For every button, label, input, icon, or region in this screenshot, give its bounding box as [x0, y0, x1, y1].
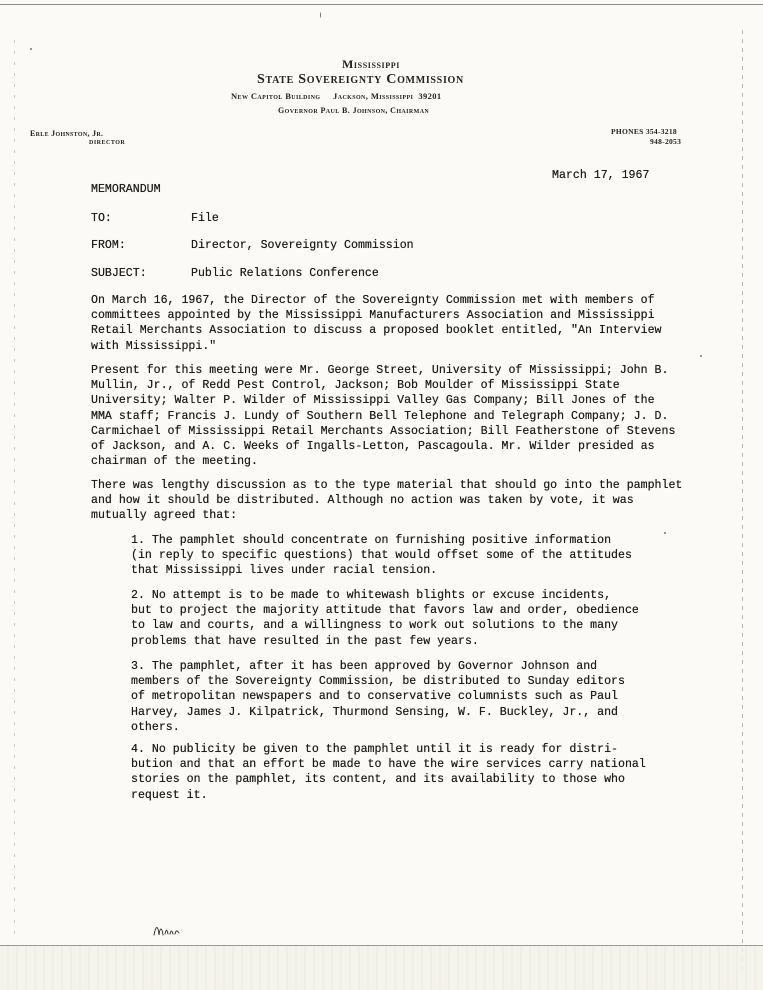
subject-label: SUBJECT: — [91, 267, 147, 280]
from-label: FROM: — [91, 239, 126, 252]
letterhead-director-title: DIRECTOR — [89, 140, 126, 146]
text-line: University; Walter P. Wilder of Mississippi Valley Gas Company; Bill Jones of the — [91, 394, 655, 408]
text-line: but to project the majority attitude that favors law and order, obedience — [131, 604, 639, 618]
text-line: 1. The pamphlet should concentrate on furnishing positive information — [131, 534, 612, 547]
text-line: members of the Sovereignty Commission, be distributed to Sunday editors — [131, 675, 625, 689]
text-line: mutually agreed that: — [91, 509, 238, 523]
text-line: request it. — [131, 788, 208, 802]
text-line: Carmichael of Mississippi Retail Merchants Association; Bill Featherstone of Stevens — [91, 424, 676, 438]
handwritten-initials — [152, 921, 184, 939]
paragraph-discussion — [91, 478, 682, 524]
text-line: On March 16, 1967, the Director of the Sovereignty Commission met with members of — [91, 294, 655, 307]
paragraph-attendees — [91, 363, 675, 469]
text-line: Present for this meeting were Mr. George Street, University of Mississippi; John B. — [91, 364, 669, 377]
text-line: of metropolitan newspapers and to conservative columnists such as Paul — [131, 690, 619, 704]
text-line: and how it should be distributed. Although no action was taken by vote, it was — [91, 494, 634, 508]
letterhead-director-name: Erle Johnston, Jr. — [30, 129, 104, 138]
text-line: Mullin, Jr., of Redd Pest Control, Jackson; Bob Moulder of Mississippi State — [91, 379, 620, 393]
text-line: to law and courts, and a willingness to work out solutions to the many — [131, 619, 619, 633]
text-line: chairman of the meeting. — [91, 455, 258, 469]
letterhead-governor: Governor Paul B. Johnson, Chairman — [278, 106, 430, 115]
text-line: of Jackson, and A. C. Weeks of Ingalls-Letton, Pascagoula. Mr. Wilder presided as — [91, 440, 655, 454]
scan-right-edge — [742, 30, 743, 970]
text-line: Retail Merchants Association to discuss a proposed booklet entitled, "An Interview — [91, 324, 662, 338]
text-line: (in reply to specific questions) that would offset some of the attitudes — [131, 549, 632, 563]
memo-title: MEMORANDUM — [91, 183, 161, 196]
scan-bottom-noise — [0, 946, 763, 990]
scan-speck — [320, 12, 321, 18]
text-line: There was lengthy discussion as to the type material that should go into the pamphlet — [91, 479, 683, 492]
agreement-item-3 — [131, 659, 625, 735]
scan-left-edge — [14, 40, 15, 940]
to-value: File — [191, 212, 219, 225]
text-line: Harvey, James J. Kilpatrick, Thurmond Sensing, W. F. Buckley, Jr., and — [131, 705, 619, 719]
scan-top-edge — [0, 4, 763, 5]
memo-date: March 17, 1967 — [552, 169, 650, 182]
letterhead-phone-2: 948-2053 — [650, 137, 682, 146]
text-line: bution and that an effort be made to have the wire services carry national — [131, 758, 646, 772]
scan-speck — [700, 355, 702, 357]
letterhead-phones: PHONES 354-3218 — [611, 127, 677, 136]
text-line: 3. The pamphlet, after it has been approved by Governor Johnson and — [131, 660, 598, 673]
text-line: MMA staff; Francis J. Lundy of Southern Bell Telephone and Telegraph Company; J. D. — [91, 409, 669, 423]
from-value: Director, Sovereignty Commission — [191, 239, 414, 252]
text-line: that Mississippi lives under racial tension. — [131, 564, 438, 578]
letterhead-state: Mississippi — [342, 57, 400, 71]
text-line: problems that have resulted in the past few years. — [131, 634, 479, 648]
agreement-item-2 — [131, 588, 639, 649]
text-line: committees appointed by the Mississippi Manufacturers Association and Mississippi — [91, 309, 655, 323]
scan-speck — [664, 532, 666, 534]
paragraph-meeting-intro — [91, 293, 662, 354]
letterhead-commission: State Sovereignty Commission — [257, 72, 464, 87]
agreement-item-1 — [131, 533, 632, 579]
text-line: others. — [131, 720, 180, 734]
text-line: with Mississippi." — [91, 339, 217, 353]
subject-value: Public Relations Conference — [191, 267, 379, 280]
text-line: stories on the pamphlet, its content, and its availability to those who — [131, 773, 625, 787]
text-line: 4. No publicity be given to the pamphlet until it is ready for distri- — [131, 743, 619, 756]
letterhead-address: New Capitol Building Jackson, Mississippi 39201 — [231, 91, 442, 101]
to-label: TO: — [91, 212, 112, 225]
scan-speck — [30, 48, 32, 50]
text-line: 2. No attempt is to be made to whitewash blights or excuse incidents, — [131, 589, 612, 602]
agreement-item-4 — [131, 742, 646, 803]
